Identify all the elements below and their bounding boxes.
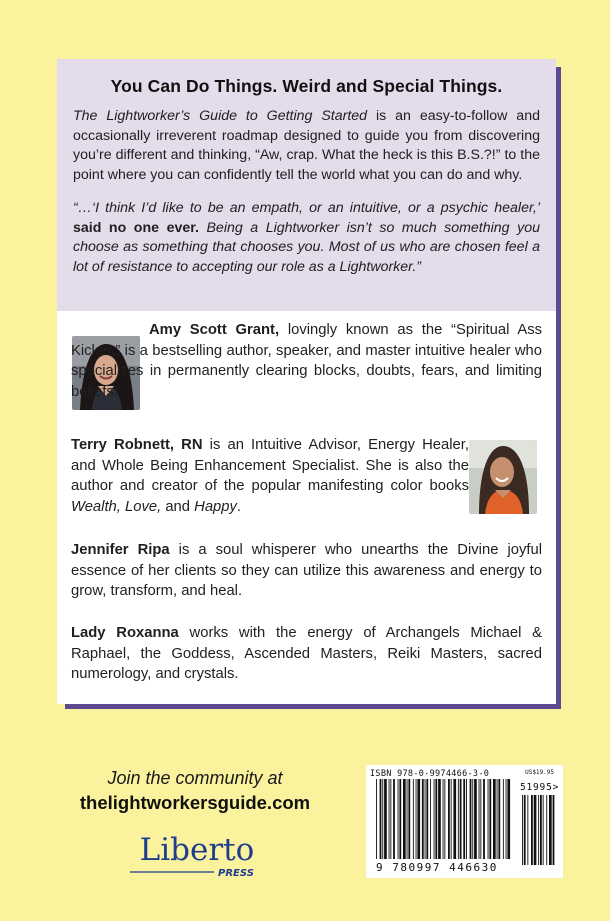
barcode-bar — [435, 779, 437, 859]
bio-amy-text: lovingly known as the “Spiritual Ass Kicker,” is a bestselling author, speaker, and master intuitive healer who specializes in permanently clearing blocks, doubts, fears, and limiting beliefs. — [71, 322, 542, 400]
bio-terry-text: is an Intuitive Advisor, Energy Healer, and Whole Being Enhancement Specialist. She is also the author and creator of the popular manifesting color books — [71, 437, 469, 494]
barcode-bar — [384, 779, 387, 859]
barcode-bar — [466, 779, 467, 859]
barcode-bar — [493, 779, 496, 859]
book-title: The Lightworker’s Guide to Getting Started — [73, 108, 368, 124]
terry-photo — [469, 440, 537, 514]
bio-terry-books: Wealth, Love, — [71, 498, 162, 515]
barcode-box — [366, 765, 563, 878]
barcode-bar — [458, 779, 459, 859]
addon-bar — [540, 795, 542, 865]
book-blurb — [73, 107, 540, 185]
barcode-bar — [413, 779, 414, 859]
bio-terry-book3: Happy — [194, 498, 237, 515]
website-url[interactable]: thelightworkersguide.com — [79, 792, 311, 813]
barcode-bar — [480, 779, 481, 859]
addon-bar — [546, 795, 547, 865]
barcode-bar — [474, 779, 477, 859]
barcode-bar — [376, 779, 377, 859]
bio-jennifer-text: is a soul whisperer who unearths the Divine joyful essence of her clients so they can utilize this awareness and energy to grow, transform, and heal. — [71, 542, 542, 599]
barcode-bar — [399, 779, 401, 859]
addon-bar — [543, 795, 544, 865]
quote-part-2: Being a Lightworker isn’t so much something you choose as something that chooses you. Most of us who are chosen feel a lot of resistance to accepting our role as a Lightworker.” — [73, 219, 540, 275]
barcode-bar — [417, 779, 420, 859]
addon-bar — [553, 795, 555, 865]
barcode-bar — [506, 779, 507, 859]
barcode-bar — [434, 779, 435, 859]
bio-terry-name: Terry Robnett, RN — [71, 437, 203, 453]
bio-amy — [71, 320, 542, 402]
barcode-bar — [425, 779, 426, 859]
barcode-bar — [390, 779, 391, 859]
bio-roxanna — [71, 623, 542, 685]
addon-bar — [531, 795, 533, 865]
barcode-bar — [453, 779, 456, 859]
barcode-bar — [430, 779, 431, 859]
barcode-bar — [472, 779, 473, 859]
bio-terry-end: . — [236, 498, 242, 515]
addon-bar — [527, 795, 528, 865]
community-callout — [60, 766, 330, 816]
barcode-bar — [451, 779, 452, 859]
barcode-bar — [503, 779, 504, 859]
bio-amy-name: Amy Scott Grant, — [149, 322, 280, 338]
addon-bar — [522, 795, 523, 865]
bio-terry — [71, 435, 469, 517]
barcode-bar — [398, 779, 399, 859]
addon-bar — [524, 795, 526, 865]
barcode-bar — [460, 779, 462, 859]
bio-jennifer — [71, 540, 542, 602]
bio-roxanna-text: works with the energy of Archangels Michael & Raphael, the Goddess, Ascended Masters, Reiki Masters, sacred numerology, and crystals. — [71, 625, 542, 682]
back-cover-panel — [57, 59, 556, 704]
bio-roxanna-name: Lady Roxanna — [71, 625, 179, 641]
barcode-bar — [443, 779, 444, 859]
logo-sub-text: PRESS — [218, 868, 254, 879]
blurb-text: is an easy-to-follow and occasionally irreverent roadmap designed to guide you from discovering you’re different and thinking, “Aw, crap. What the heck is this B.S.?!” to the point where you can confidently tell the world what you can do and why. — [73, 108, 540, 183]
barcode-bar — [416, 779, 417, 859]
addon-bar — [538, 795, 539, 865]
barcode-bar — [393, 779, 395, 859]
logo-main-text: Liberto — [139, 832, 255, 868]
headline: You Can Do Things. Weird and Special Things. — [110, 76, 503, 96]
barcode-bar — [422, 779, 424, 859]
description-box — [57, 59, 556, 311]
barcode-bar — [389, 779, 390, 859]
barcode-bar — [463, 779, 465, 859]
barcode-digits: 9 780997 446630 — [376, 861, 498, 874]
barcode-bar — [407, 779, 408, 859]
barcode-bar — [479, 779, 480, 859]
barcode-bar — [438, 779, 441, 859]
barcode-bar — [488, 779, 489, 859]
barcode-bar — [426, 779, 428, 859]
quote-part-1: “…‘I think I’d like to be an empath, or an intuitive, or a psychic healer,’ — [73, 200, 540, 216]
join-text: Join the community at — [107, 768, 283, 788]
addon-bar — [534, 795, 537, 865]
barcode-bar — [382, 779, 383, 859]
isbn-label: ISBN 978-0-9974466-3-0 — [370, 769, 490, 779]
addon-bar — [549, 795, 552, 865]
quote-bold: said no one ever. — [73, 219, 199, 236]
price-label: US$19.95 — [525, 769, 554, 776]
barcode-bar — [489, 779, 491, 859]
barcode-bar — [507, 779, 510, 859]
barcode-bar — [470, 779, 472, 859]
book-quote — [73, 199, 540, 277]
barcode-bar — [403, 779, 406, 859]
addon-digits: 51995> — [520, 782, 560, 793]
barcode-bar — [497, 779, 498, 859]
barcode-bar — [498, 779, 500, 859]
bio-terry-and: and — [161, 498, 195, 515]
barcode-bar — [448, 779, 450, 859]
bio-jennifer-name: Jennifer Ripa — [71, 542, 170, 558]
barcode-bar — [444, 779, 445, 859]
barcode-bar — [483, 779, 485, 859]
barcode-bar — [408, 779, 410, 859]
publisher-logo — [122, 832, 272, 885]
barcode-bar — [380, 779, 382, 859]
